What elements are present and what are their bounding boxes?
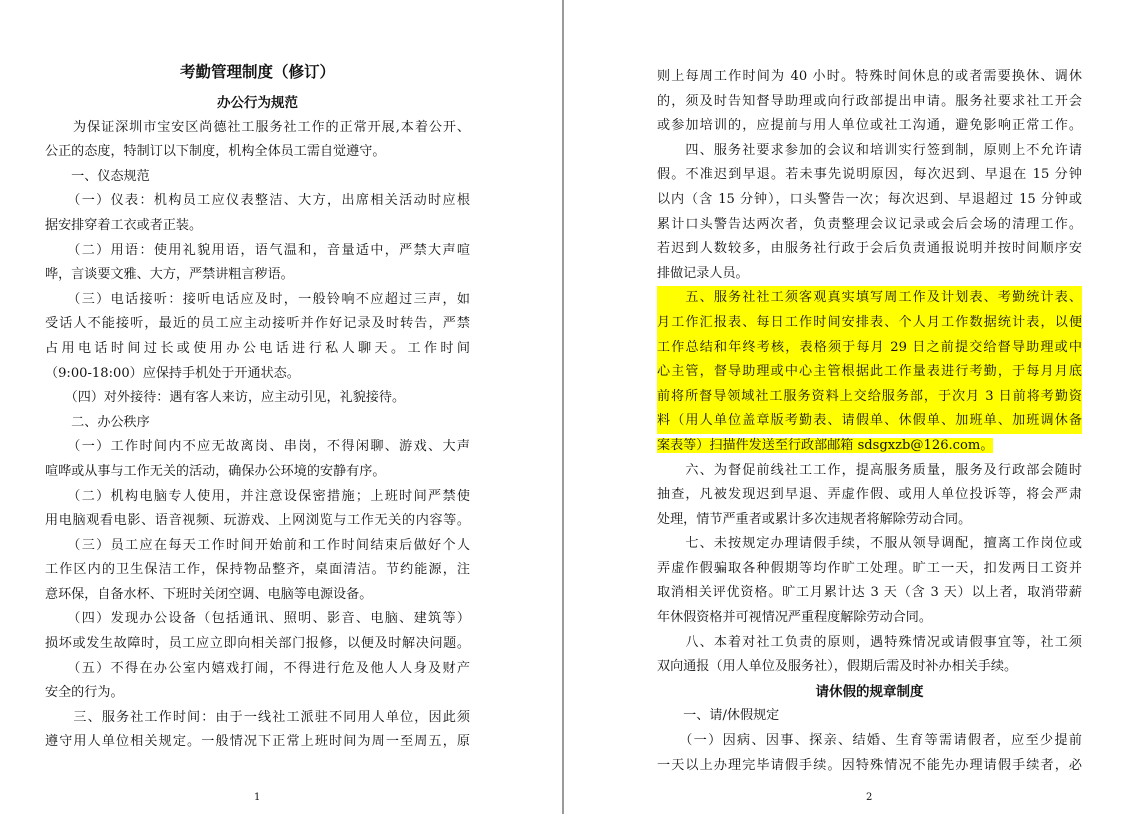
highlighted-text-line: 五、服务社社工须客观真实填写周工作及计划表、考勤统计表、 [657,286,1082,311]
highlighted-text-line: 前将所督导领域社工服务资料上交给服务部，于次月 3 日前将考勤资 [657,385,1082,410]
text-line: 排做记录人员。 [657,265,749,281]
document-page-1 [0,0,562,814]
text-line: 为保证深圳市宝安区尚德社工服务社工作的正常开展,本着公开、 [45,119,470,135]
text-line: 四、服务社要求参加的会议和培训实行签到制，原则上不允许请 [657,142,1082,158]
text-line: 年休假资格并可视情况严重程度解除劳动合同。 [657,610,932,626]
page-number: 2 [866,792,873,803]
text-line: 二、办公秩序 [45,414,150,430]
text-line: 三、服务社工作时间：由于一线社工派驻不同用人单位，因此须 [45,709,470,725]
highlighted-text-line: 月工作汇报表、每日工作时间安排表、个人月工作数据统计表，以便 [657,311,1082,336]
text-line: 遵守用人单位相关规定。一般情况下正常上班时间为周一至周五，原 [45,734,470,750]
page-number: 1 [254,792,261,803]
text-line: （一）工作时间内不应无故离岗、串岗，不得闲聊、游戏、大声 [45,439,470,455]
text-line: 则上每周工作时间为 40 小时。特殊时间休息的或者需要换休、调休 [657,69,1082,84]
text-line: 据安排穿着工衣或者正装。 [45,217,203,233]
text-line: 工作区内的卫生保洁工作，保持物品整齐，桌面清洁。节约能源，注 [45,562,470,578]
text-line: 若迟到人数较多，由服务社行政于会后负责通报说明并按时间顺序安 [657,241,1082,257]
text-line: （四）发现办公设备（包括通讯、照明、影音、电脑、建筑等） [45,611,470,627]
text-line: 六、为督促前线社工工作，提高服务质量，服务及行政部会随时 [657,462,1082,478]
highlighted-text-line: 心主管，督导助理或中心主管根据此工作量表进行考勤，于每月月底 [657,360,1082,385]
text-line: （五）不得在办公室内嬉戏打闹，不得进行危及他人人身及财产 [45,660,470,676]
text-line: 受话人不能接听，最近的员工应主动接听并作好记录及时转告，严禁 [45,316,470,332]
text-line: 双向通报（用人单位及服务社），假期后需及时补办相关手续。 [657,659,1018,675]
text-line: 抽查，凡被发现迟到早退、弄虚作假、或用人单位投诉等，将会严肃 [657,487,1082,503]
text-line: 安全的行为。 [45,685,124,701]
section-title: 办公行为规范 [217,95,298,111]
text-line: （一）仪表：机构员工应仪表整洁、大方，出席相关活动时应根 [45,193,470,209]
page-1-body [45,53,470,755]
text-line: 意环保，自备水杯、下班时关闭空调、电脑等电源设备。 [45,586,373,602]
highlighted-text-line: 料（用人单位盖章版考勤表、请假单、休假单、加班单、加班调休备 [657,409,1082,434]
text-line: 或参加培训的，应提前与用人单位或社工沟通，避免影响正常工作。 [657,118,1082,134]
text-line: 假。不准迟到早退。若未事先说明原因，每次迟到、早退在 15 分钟 [657,167,1082,183]
text-line: 哗，言谈要文雅、大方，严禁讲粗言秽语。 [45,267,294,283]
text-line: 占用电话时间过长或使用办公电话进行私人聊天。工作时间 [45,340,470,356]
text-line: 用电脑观看电影、语音视频、玩游戏、上网浏览与工作无关的内容等。 [45,513,470,529]
text-line: 公正的态度，特制订以下制度，机构全体员工需自觉遵守。 [45,144,386,160]
highlighted-text-last: 案表等）扫描件发送至行政部邮箱 sdsgxzb@126.com。 [657,437,994,453]
text-line: 损坏或发生故障时，员工应立即向相关部门报修，以便及时解决问题。 [45,636,470,652]
text-line: （9:00-18:00）应保持手机处于开通状态。 [45,365,300,381]
text-line: （三）员工应在每天工作时间开始前和工作时间结束后做好个人 [45,537,470,553]
text-line: 累计口头警告达两次者，负责整理会议记录或会后会场的清理工作。 [657,216,1082,232]
document-title: 考勤管理制度（修订） [179,62,335,81]
text-line: 八、本着对社工负责的原则，遇特殊情况或请假事宜等，社工须 [657,634,1082,650]
text-line: 一、仪态规范 [45,168,150,184]
section-title: 请休假的规章制度 [815,683,924,700]
text-line: 一天以上办理完毕请假手续。因特殊情况不能先办理请假手续者，必 [657,757,1082,773]
text-line: 处理，情节严重者或累计多次违规者将解除劳动合同。 [657,511,972,527]
page-2-body [657,65,1082,778]
text-line: （二）用语：使用礼貌用语，语气温和，音量适中，严禁大声喧 [45,242,470,258]
highlighted-text-line: 工作总结和年终考核，表格须于每月 29 日之前提交给督导助理或中 [657,336,1082,361]
text-line: （一）因病、因事、探亲、结婚、生育等需请假者，应至少提前 [657,733,1082,749]
text-line: 取消相关评优资格。旷工月累计达 3 天（含 3 天）以上者，取消带薪 [657,585,1082,601]
document-page-2 [565,0,1125,814]
text-line: 七、未按规定办理请假手续，不服从领导调配，擅离工作岗位或 [657,536,1082,552]
text-line: （四）对外接待：遇有客人来访，应主动引见，礼貌接待。 [45,390,406,406]
text-line: （二）机构电脑专人使用，并注意设保密措施；上班时间严禁使 [45,488,470,504]
text-line: （三）电话接听：接听电话应及时，一般铃响不应超过三声，如 [45,291,470,307]
text-line: 喧哗或从事与工作无关的活动，确保办公环境的安静有序。 [45,463,386,479]
page-divider [562,0,564,814]
highlighted-text-line-wrap [657,434,1082,459]
text-line: 一、请/休假规定 [657,708,780,724]
text-line: 的，须及时告知督导助理或向行政部提出申请。服务社要求社工开会 [657,93,1082,109]
text-line: 以内（含 15 分钟），口头警告一次；每次迟到、早退超过 15 分钟或 [657,191,1082,207]
text-line: 弄虚作假骗取各种假期等均作旷工处理。旷工一天，扣发两日工资并 [657,560,1082,576]
